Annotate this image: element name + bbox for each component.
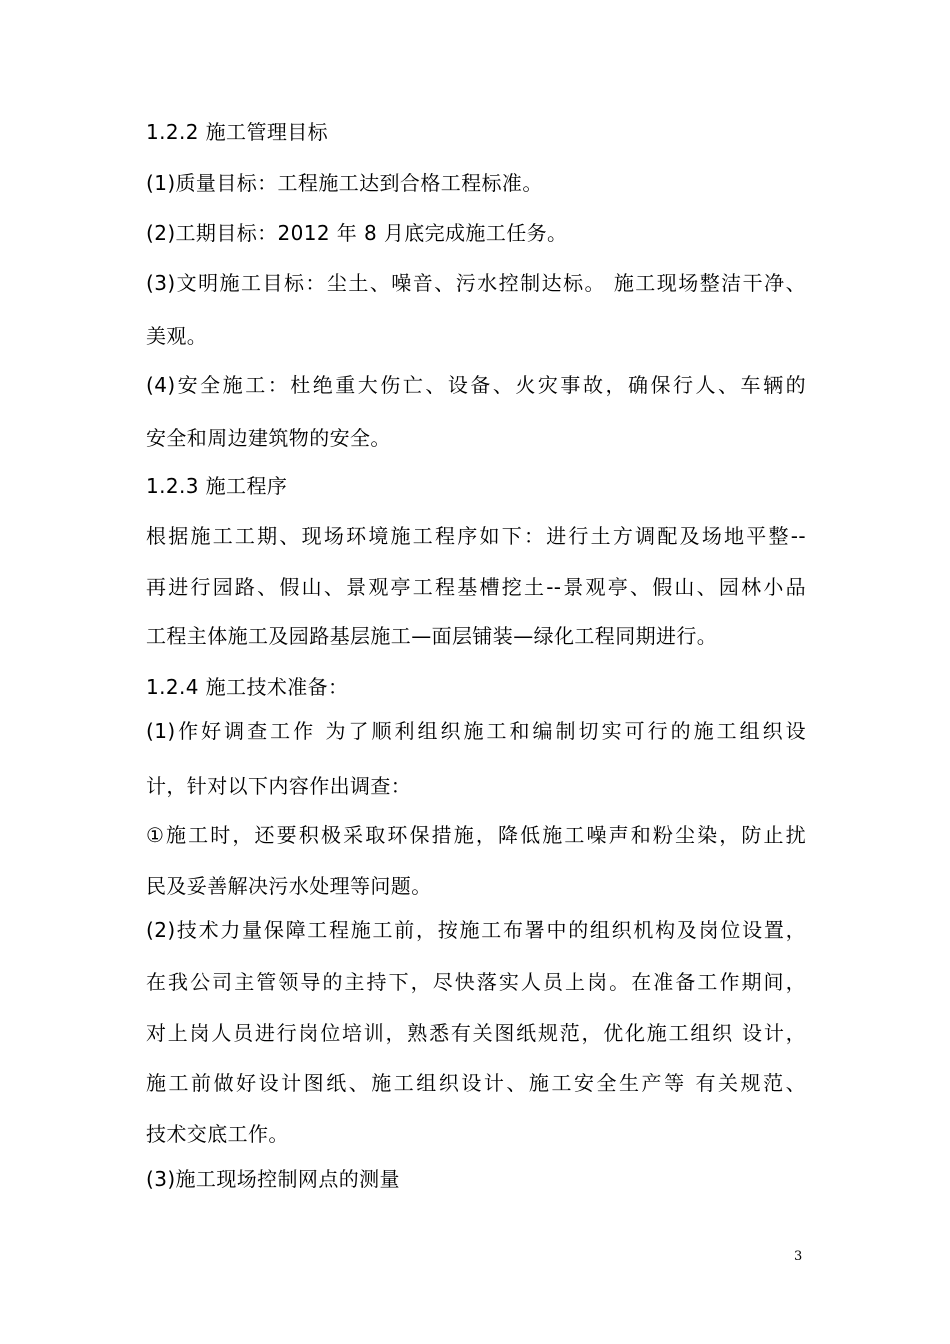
paragraph-line: (2)技术力量保障工程施工前，按施工布署中的组织机构及岗位设置， <box>146 918 806 942</box>
paragraph-line: ①施工时，还要积极采取环保措施，降低施工噪声和粉尘染，防止扰 <box>146 823 806 847</box>
paragraph-line: 再进行园路、假山、景观亭工程基槽挖土--景观亭、假山、园林小品 <box>146 575 806 599</box>
paragraph-line: (4)安全施工：杜绝重大伤亡、设备、火灾事故，确保行人、车辆的 <box>146 373 806 397</box>
paragraph-line: 在我公司主管领导的主持下，尽快落实人员上岗。在准备工作期间， <box>146 970 806 994</box>
paragraph-line: (3)施工现场控制网点的测量 <box>146 1167 400 1191</box>
paragraph-line: 美观。 <box>146 324 208 348</box>
paragraph-line: 技术交底工作。 <box>146 1122 289 1146</box>
paragraph-line: 施工前做好设计图纸、施工组织设计、施工安全生产等 有关规范、 <box>146 1071 806 1095</box>
page-number: 3 <box>794 1249 803 1264</box>
section-heading-1-2-4: 1.2.4 施工技术准备： <box>146 675 349 699</box>
paragraph-line: 根据施工工期、现场环境施工程序如下：进行土方调配及场地平整-- <box>146 524 806 548</box>
section-heading-1-2-3: 1.2.3 施工程序 <box>146 474 288 498</box>
paragraph-line: (1)作好调查工作 为了顺利组织施工和编制切实可行的施工组织设 <box>146 719 806 743</box>
paragraph-line: 对上岗人员进行岗位培训，熟悉有关图纸规范，优化施工组织 设计， <box>146 1021 806 1045</box>
paragraph-line: (1)质量目标：工程施工达到合格工程标准。 <box>146 171 543 195</box>
paragraph-line: 计，针对以下内容作出调查： <box>146 774 412 798</box>
paragraph-line: 工程主体施工及园路基层施工—面层铺装—绿化工程同期进行。 <box>146 624 718 648</box>
paragraph-line: (2)工期目标：2012 年 8 月底完成施工任务。 <box>146 221 568 245</box>
paragraph-line: 安全和周边建筑物的安全。 <box>146 426 391 450</box>
paragraph-line: (3)文明施工目标：尘土、噪音、污水控制达标。 施工现场整洁干净、 <box>146 271 806 295</box>
section-heading-1-2-2: 1.2.2 施工管理目标 <box>146 120 329 144</box>
paragraph-line: 民及妥善解决污水处理等问题。 <box>146 874 432 898</box>
